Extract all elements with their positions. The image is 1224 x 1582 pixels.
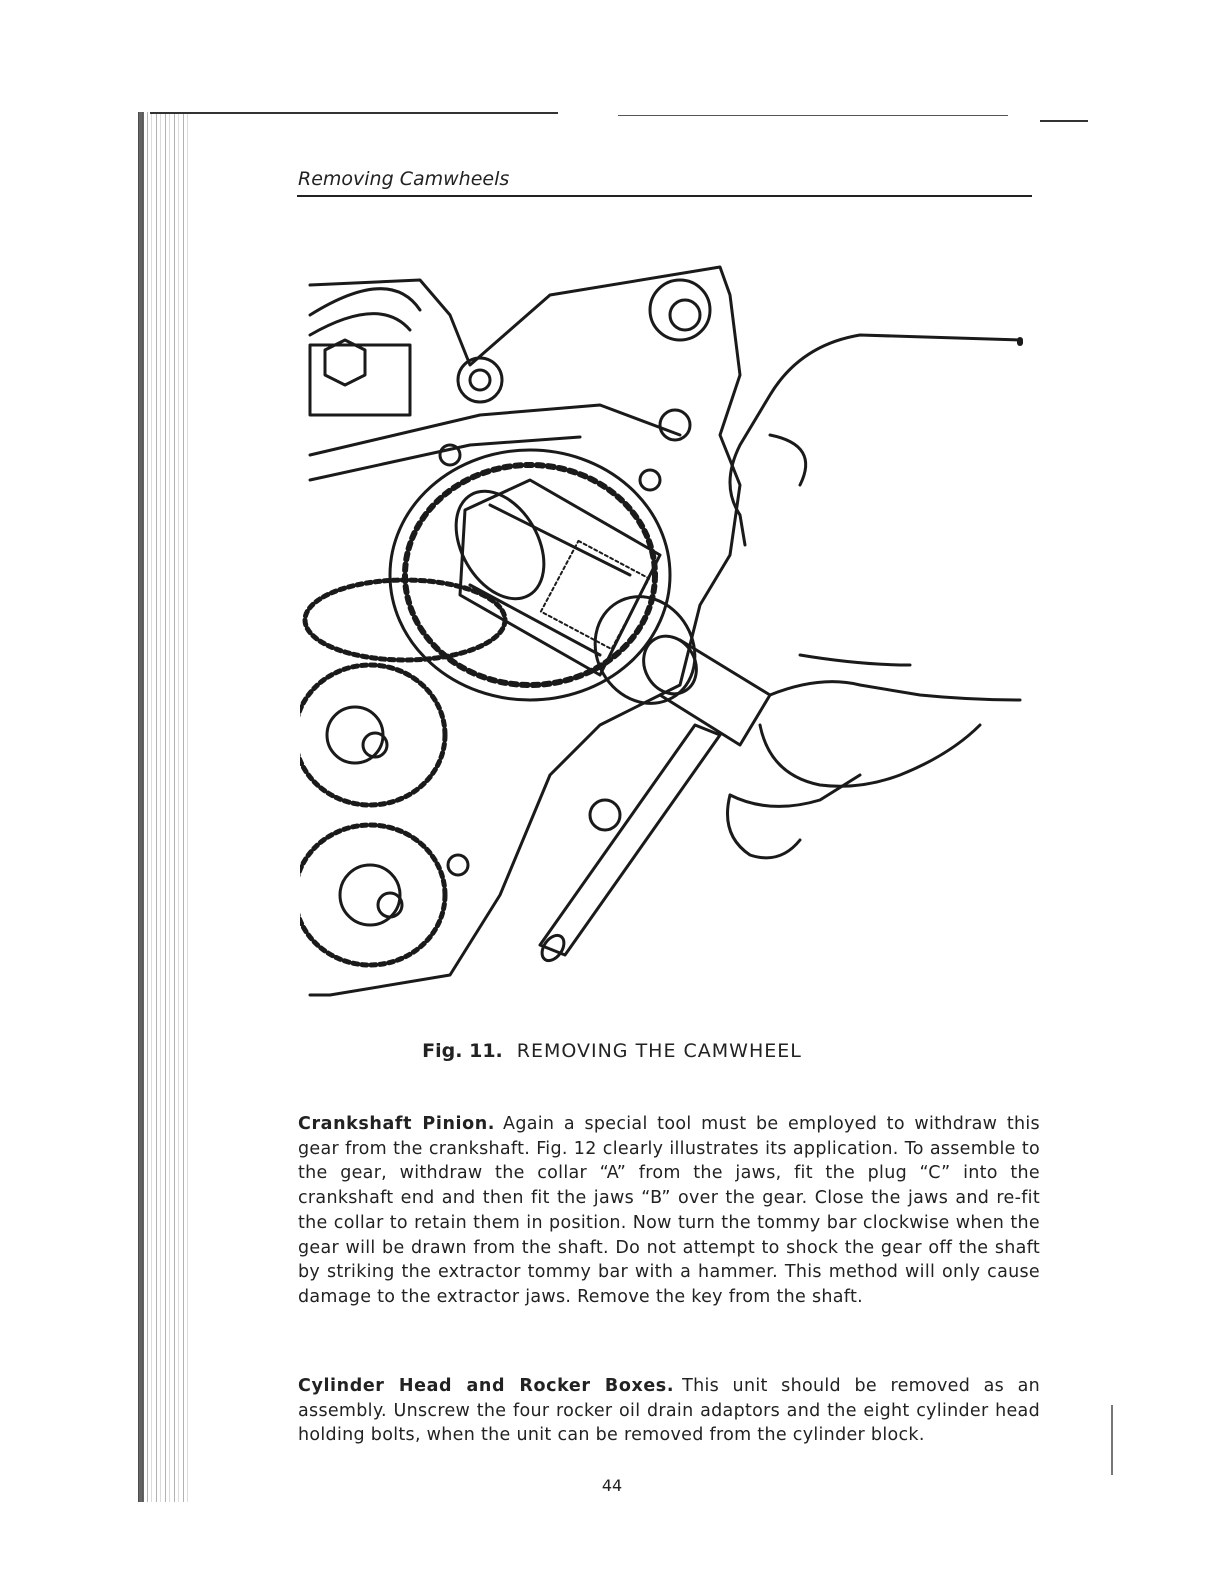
paragraph-crankshaft-pinion (298, 1112, 1040, 1310)
figure-caption-text: REMOVING THE CAMWHEEL (516, 1040, 802, 1062)
top-rule (150, 112, 558, 114)
paragraph-heading: Cylinder Head and Rocker Boxes. (298, 1376, 675, 1396)
top-rule (1040, 120, 1088, 122)
margin-mark (1111, 1405, 1113, 1475)
figure-number: Fig. 11. (422, 1040, 503, 1062)
paragraph-text: This unit should be removed as an assembly. Unscrew the four rocker oil drain adaptors and the eight cylinder head holding bolts, when the unit can be removed from the cylinder block. (298, 1376, 1041, 1446)
header-rule (297, 195, 1032, 197)
camwheel-extractor-illustration (300, 255, 1030, 1010)
scan-binding-shadow (138, 112, 144, 1502)
paragraph-cylinder-head (298, 1374, 1040, 1448)
paragraph-heading: Crankshaft Pinion. (298, 1114, 496, 1134)
section-header-title: Removing Camwheels (298, 168, 510, 190)
page-number: 44 (601, 1476, 623, 1495)
figure-caption (0, 1040, 1224, 1062)
top-rule (618, 115, 1008, 116)
paragraph-text: Again a special tool must be employed to withdraw this gear from the crankshaft. Fig. 12 clearly illustrates its application. To assemble to the gear, withdraw the collar “A” from the jaws, fit the plug “C” into the crankshaft end and then fit the jaws “B” over the gear. Close the jaws and re-fit the collar to retain them in position. Now turn the tommy bar clockwise when the gear will be drawn from the shaft. Do not attempt to shock the gear off the shaft by striking the extractor tommy bar with a hammer. This method will only cause damage to the extractor jaws. Remove the key from the shaft. (298, 1114, 1040, 1307)
scan-binding-edge (138, 112, 188, 1502)
